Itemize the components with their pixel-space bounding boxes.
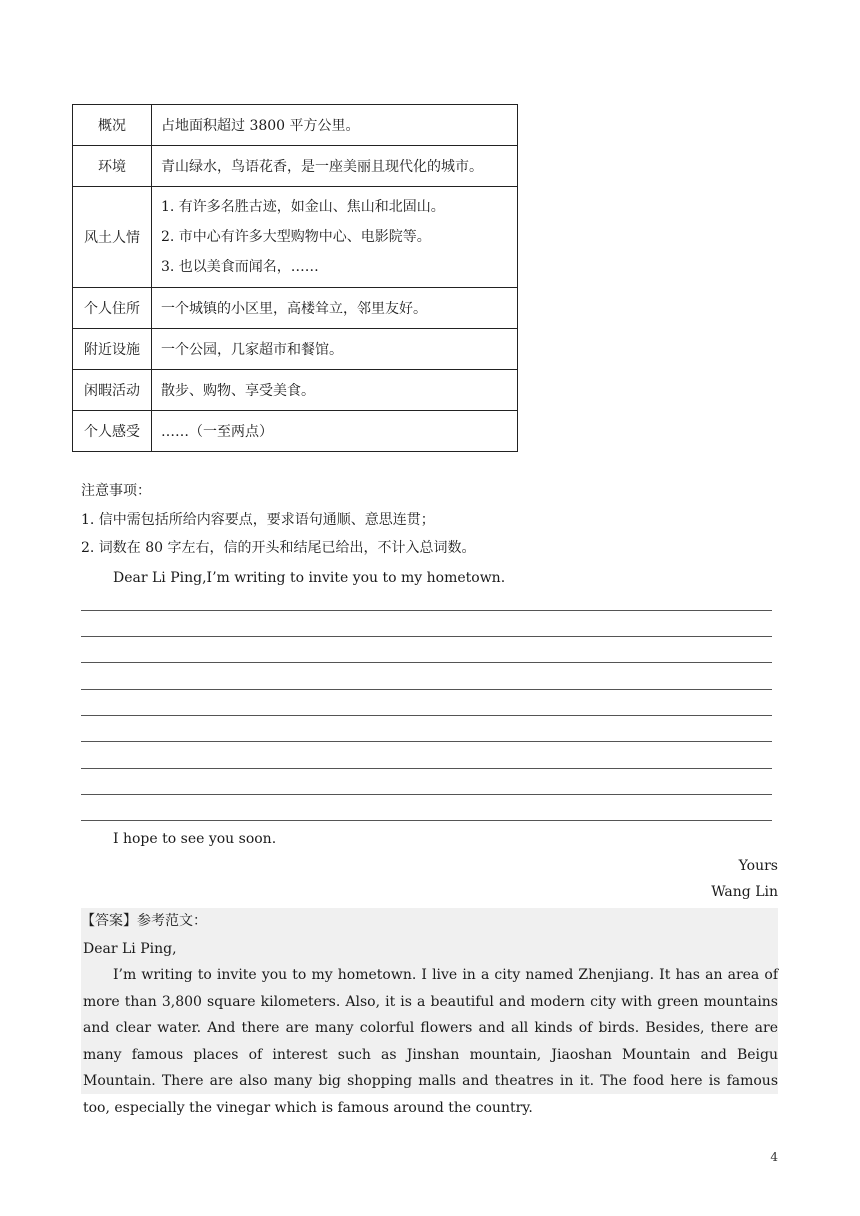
table-row (73, 370, 518, 411)
writing-line[interactable] (81, 794, 772, 795)
list-item: 3. 也以美食而闻名，…… (161, 259, 319, 275)
writing-line[interactable] (81, 636, 772, 637)
answer-section (81, 908, 778, 1116)
table-row (73, 105, 518, 146)
row-content: 一个城镇的小区里，高楼耸立，邻里友好。 (152, 288, 518, 329)
writing-line[interactable] (81, 610, 772, 611)
writing-line[interactable] (81, 820, 772, 821)
page-number: 4 (770, 1150, 778, 1164)
note-item: 2. 词数在 80 字左右，信的开头和结尾已给出，不计入总词数。 (81, 540, 476, 556)
row-label: 概况 (73, 105, 152, 146)
row-label: 个人感受 (73, 411, 152, 452)
table-row (73, 329, 518, 370)
table-row (73, 411, 518, 452)
answer-body: I’m writing to invite you to my hometown. I live in a city named Zhenjiang. It has an area of more than 3,800 square kilometers. Also, it is a beautiful and modern city with green mountains and clear water. And there are many colorful flowers and all kinds of birds. Besides, there are many famous places of interest such as Jinshan mountain, Jiaoshan Mountain and Beigu Mountain. There are also many big shopping malls and theatres in it. The food here is famous too, especially the vinegar which is famous around the country. (83, 967, 778, 1116)
writing-line[interactable] (81, 689, 772, 690)
row-content: 青山绿水，鸟语花香，是一座美丽且现代化的城市。 (152, 146, 518, 187)
letter-closing: I hope to see you soon. (113, 831, 277, 847)
writing-line[interactable] (81, 662, 772, 663)
answer-heading: 【答案】参考范文： (81, 913, 207, 929)
table-row (73, 187, 518, 288)
row-content-list (152, 187, 518, 288)
table-row (73, 146, 518, 187)
hometown-info-table (72, 104, 518, 452)
letter-sign-off: Yours (738, 858, 778, 874)
row-label: 环境 (73, 146, 152, 187)
row-label: 个人住所 (73, 288, 152, 329)
row-label: 附近设施 (73, 329, 152, 370)
row-content: 散步、购物、享受美食。 (152, 370, 518, 411)
letter-signature: Wang Lin (711, 884, 778, 900)
list-item: 2. 市中心有许多大型购物中心、电影院等。 (161, 229, 431, 245)
writing-line[interactable] (81, 715, 772, 716)
row-content: 一个公园，几家超市和餐馆。 (152, 329, 518, 370)
letter-opening: Dear Li Ping,I’m writing to invite you to my hometown. (113, 570, 506, 586)
list-item: 1. 有许多名胜古迹，如金山、焦山和北固山。 (161, 199, 445, 215)
row-content: 占地面积超过 3800 平方公里。 (152, 105, 518, 146)
note-item: 1. 信中需包括所给内容要点，要求语句通顺、意思连贯； (81, 512, 435, 528)
answer-salutation: Dear Li Ping, (83, 941, 177, 957)
writing-line[interactable] (81, 741, 772, 742)
notes-title: 注意事项： (81, 483, 151, 499)
row-label: 风土人情 (73, 187, 152, 288)
row-content: ……（一至两点） (152, 411, 518, 452)
row-label: 闲暇活动 (73, 370, 152, 411)
table-row (73, 288, 518, 329)
writing-line[interactable] (81, 768, 772, 769)
